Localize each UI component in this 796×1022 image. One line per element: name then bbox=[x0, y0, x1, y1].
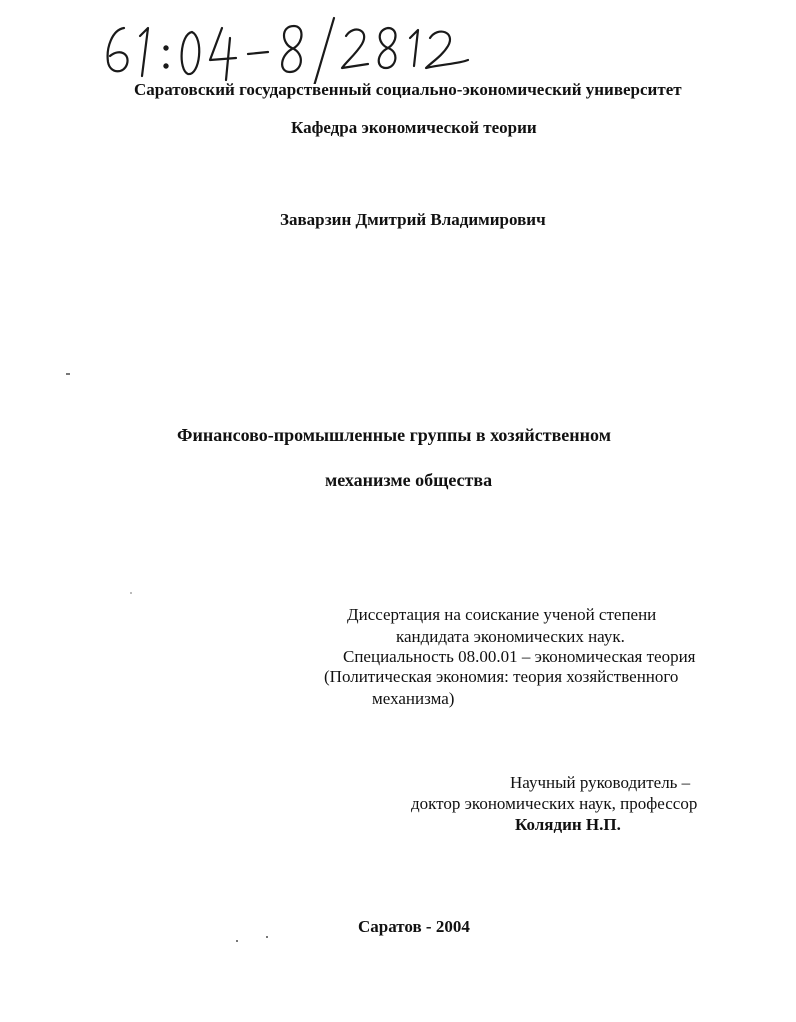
handwritten-archive-number bbox=[96, 14, 476, 84]
scan-speck bbox=[130, 592, 132, 594]
department-name: Кафедра экономической теории bbox=[291, 118, 537, 137]
supervisor-label: Научный руководитель – bbox=[510, 773, 691, 792]
thesis-title-line-1: Финансово-промышленные группы в хозяйственном bbox=[177, 425, 611, 445]
scan-speck bbox=[266, 936, 268, 938]
scan-speck bbox=[236, 940, 238, 942]
scan-speck bbox=[66, 373, 70, 375]
thesis-title-line-2: механизме общества bbox=[325, 470, 493, 490]
dissertation-info-line: кандидата экономических наук. bbox=[396, 627, 625, 646]
dissertation-info-line: механизма) bbox=[372, 689, 455, 708]
dissertation-info-line: (Политическая экономия: теория хозяйственного bbox=[324, 667, 679, 686]
author-name: Заварзин Дмитрий Владимирович bbox=[280, 210, 546, 229]
university-name: Саратовский государственный социально-экономический университет bbox=[134, 80, 682, 99]
supervisor-name: Колядин Н.П. bbox=[515, 815, 621, 834]
dissertation-info-line: Диссертация на соискание ученой степени bbox=[347, 605, 657, 624]
dissertation-info-line: Специальность 08.00.01 – экономическая теория bbox=[343, 647, 696, 666]
city-year: Саратов - 2004 bbox=[358, 917, 470, 936]
supervisor-degree: доктор экономических наук, профессор bbox=[411, 794, 698, 813]
